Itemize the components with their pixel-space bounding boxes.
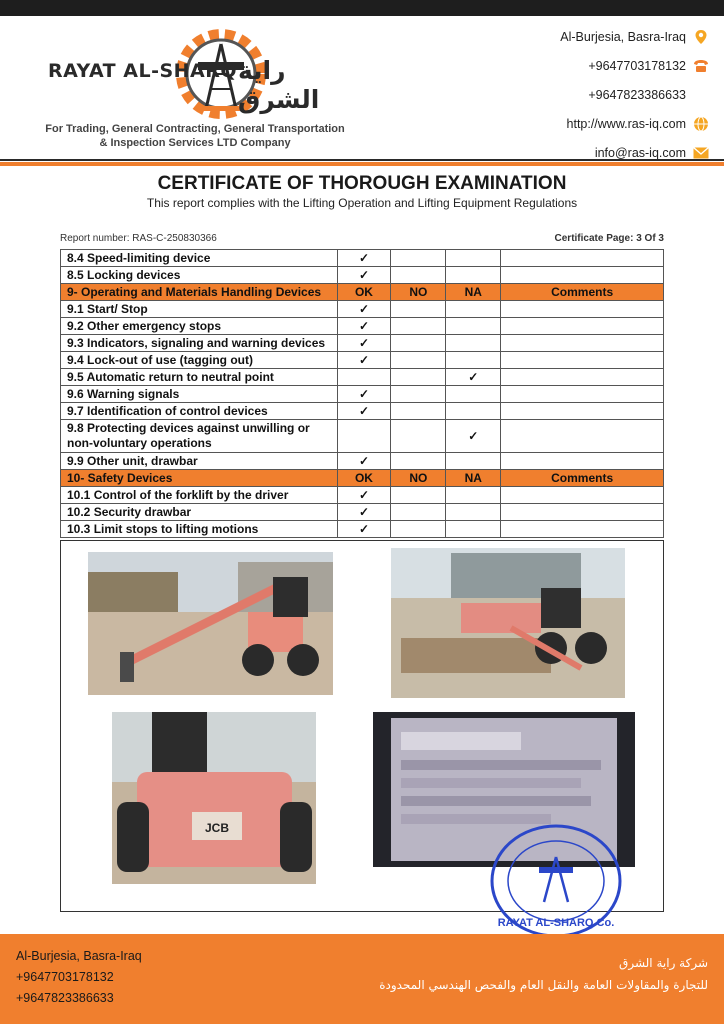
header-divider-accent	[0, 162, 724, 166]
cell-comments	[501, 521, 664, 538]
cell-label: 9.6 Warning signals	[61, 386, 338, 403]
location-pin-icon	[692, 28, 710, 46]
cell-no	[391, 250, 446, 267]
cell-label: 10.3 Limit stops to lifting motions	[61, 521, 338, 538]
table-row	[61, 369, 664, 386]
contact-website[interactable]	[510, 109, 710, 138]
certificate-title: CERTIFICATE OF THOROUGH EXAMINATION	[157, 173, 567, 194]
cell-comments	[501, 504, 664, 521]
cell-label: 9.8 Protecting devices against unwilling or non-voluntary operations	[61, 420, 338, 453]
cell-comments	[501, 335, 664, 352]
cell-comments	[501, 250, 664, 267]
contact-phone1-text[interactable]: +9647703178132	[588, 58, 686, 73]
cell-comments	[501, 318, 664, 335]
cell-no	[391, 521, 446, 538]
cell-na	[446, 504, 501, 521]
table-row	[61, 453, 664, 470]
cell-label: 9.1 Start/ Stop	[61, 301, 338, 318]
table-section-header	[61, 284, 664, 301]
cell-ok	[337, 420, 391, 453]
cell-comments	[501, 420, 664, 453]
cell-ok: ✓	[337, 267, 391, 284]
table-section-header	[61, 470, 664, 487]
cell-ok	[337, 369, 391, 386]
cell-no	[391, 504, 446, 521]
table-row	[61, 301, 664, 318]
company-stamp	[489, 822, 623, 940]
cell-no	[391, 352, 446, 369]
cell-ok: ✓	[337, 453, 391, 470]
cell-na	[446, 267, 501, 284]
cell-na: NA	[446, 284, 501, 301]
table-row	[61, 352, 664, 369]
machine-plate-text: JCB	[204, 821, 230, 835]
cell-na	[446, 521, 501, 538]
footer-company-ar	[379, 952, 708, 996]
cell-na	[446, 352, 501, 369]
stamp-text: RAYAT AL-SHARQ Co.	[497, 917, 615, 929]
cell-ok: OK	[337, 284, 391, 301]
report-meta	[60, 233, 664, 247]
cell-ok: ✓	[337, 335, 391, 352]
cell-label: 10- Safety Devices	[61, 470, 338, 487]
cell-label: 8.5 Locking devices	[61, 267, 338, 284]
cell-comments	[501, 369, 664, 386]
contact-address	[510, 22, 710, 51]
inspection-table	[60, 249, 664, 538]
cell-no	[391, 453, 446, 470]
cell-ok: ✓	[337, 403, 391, 420]
cell-ok: OK	[337, 470, 391, 487]
cell-no	[391, 487, 446, 504]
cell-no	[391, 318, 446, 335]
cell-na	[446, 487, 501, 504]
cell-no	[391, 301, 446, 318]
cell-na	[446, 250, 501, 267]
company-subtitle-line1: For Trading, General Contracting, General Transportation	[45, 123, 345, 135]
cell-ok: ✓	[337, 301, 391, 318]
cell-label: 9- Operating and Materials Handling Devices	[61, 284, 338, 301]
cell-comments	[501, 386, 664, 403]
company-name-ar: راية الشرق	[238, 56, 320, 114]
cell-ok: ✓	[337, 386, 391, 403]
cell-na	[446, 335, 501, 352]
cell-label: 9.3 Indicators, signaling and warning devices	[61, 335, 338, 352]
table-row	[61, 267, 664, 284]
contact-email-text[interactable]: info@ras-iq.com	[594, 145, 686, 160]
cell-no	[391, 386, 446, 403]
company-name-en: RAYAT AL-SHARQ	[48, 60, 238, 82]
table-row	[61, 403, 664, 420]
report-number: Report number: RAS-C-250830366	[60, 233, 217, 244]
cell-label: 9.2 Other emergency stops	[61, 318, 338, 335]
cell-no	[391, 403, 446, 420]
company-subtitle-line2: & Inspection Services LTD Company	[99, 137, 291, 149]
contact-address-text: Al-Burjesia, Basra-Iraq	[560, 29, 686, 44]
cell-na: NA	[446, 470, 501, 487]
photo-forklift-side	[88, 552, 333, 695]
cell-comments	[501, 267, 664, 284]
cell-no: NO	[391, 284, 446, 301]
footer-phone1[interactable]: +9647703178132	[16, 970, 114, 984]
cell-ok: ✓	[337, 250, 391, 267]
cell-label: 9.7 Identification of control devices	[61, 403, 338, 420]
cell-label: 9.5 Automatic return to neutral point	[61, 369, 338, 386]
cell-comments	[501, 487, 664, 504]
cell-ok: ✓	[337, 318, 391, 335]
cell-ok: ✓	[337, 521, 391, 538]
table-row	[61, 386, 664, 403]
cell-na: ✓	[446, 369, 501, 386]
contact-phone2[interactable]	[510, 80, 710, 109]
table-row	[61, 318, 664, 335]
cell-comments	[501, 352, 664, 369]
cell-no	[391, 335, 446, 352]
globe-icon	[692, 115, 710, 133]
cell-na	[446, 403, 501, 420]
photo-forklift-rear	[112, 712, 316, 884]
cell-label: 8.4 Speed-limiting device	[61, 250, 338, 267]
cell-no	[391, 420, 446, 453]
photo-forklift-front	[391, 548, 625, 698]
footer-company-ar-line1: شركة راية الشرق	[619, 956, 708, 970]
cell-comments: Comments	[501, 284, 664, 301]
table-row	[61, 335, 664, 352]
cell-no	[391, 267, 446, 284]
footer-contact	[16, 946, 142, 1009]
table-row	[61, 250, 664, 267]
cell-label: 10.1 Control of the forklift by the driver	[61, 487, 338, 504]
footer-company-ar-line2: للتجارة والمقاولات العامة والنقل العام والفحص الهندسي المحدودة	[379, 978, 708, 992]
table-row	[61, 420, 664, 453]
cell-comments: Comments	[501, 470, 664, 487]
cell-comments	[501, 301, 664, 318]
contact-website-text[interactable]: http://www.ras-iq.com	[566, 116, 686, 131]
footer-phone2[interactable]: +9647823386633	[16, 991, 114, 1005]
company-subtitle	[40, 122, 350, 150]
table-row	[61, 487, 664, 504]
cell-na	[446, 453, 501, 470]
cell-comments	[501, 453, 664, 470]
cell-ok: ✓	[337, 352, 391, 369]
contact-block	[510, 22, 710, 167]
cell-ok: ✓	[337, 504, 391, 521]
cell-na	[446, 318, 501, 335]
cell-label: 9.4 Lock-out of use (tagging out)	[61, 352, 338, 369]
company-logo	[40, 24, 350, 152]
contact-phone1[interactable]	[510, 51, 710, 80]
phone-icon	[692, 57, 710, 75]
cell-na	[446, 301, 501, 318]
table-row	[61, 504, 664, 521]
cell-na: ✓	[446, 420, 501, 453]
contact-phone2-text[interactable]: +9647823386633	[588, 87, 686, 102]
cell-no: NO	[391, 470, 446, 487]
top-bar	[0, 0, 724, 16]
cell-label: 10.2 Security drawbar	[61, 504, 338, 521]
footer	[0, 934, 724, 1024]
footer-address: Al-Burjesia, Basra-Iraq	[16, 949, 142, 963]
table-row	[61, 521, 664, 538]
cell-comments	[501, 403, 664, 420]
cell-ok: ✓	[337, 487, 391, 504]
cell-no	[391, 369, 446, 386]
cell-label: 9.9 Other unit, drawbar	[61, 453, 338, 470]
cell-na	[446, 386, 501, 403]
certificate-subtitle: This report complies with the Lifting Operation and Lifting Equipment Regulations	[146, 196, 578, 210]
certificate-page: Certificate Page: 3 Of 3	[554, 233, 664, 244]
header-divider-dark	[0, 159, 724, 161]
